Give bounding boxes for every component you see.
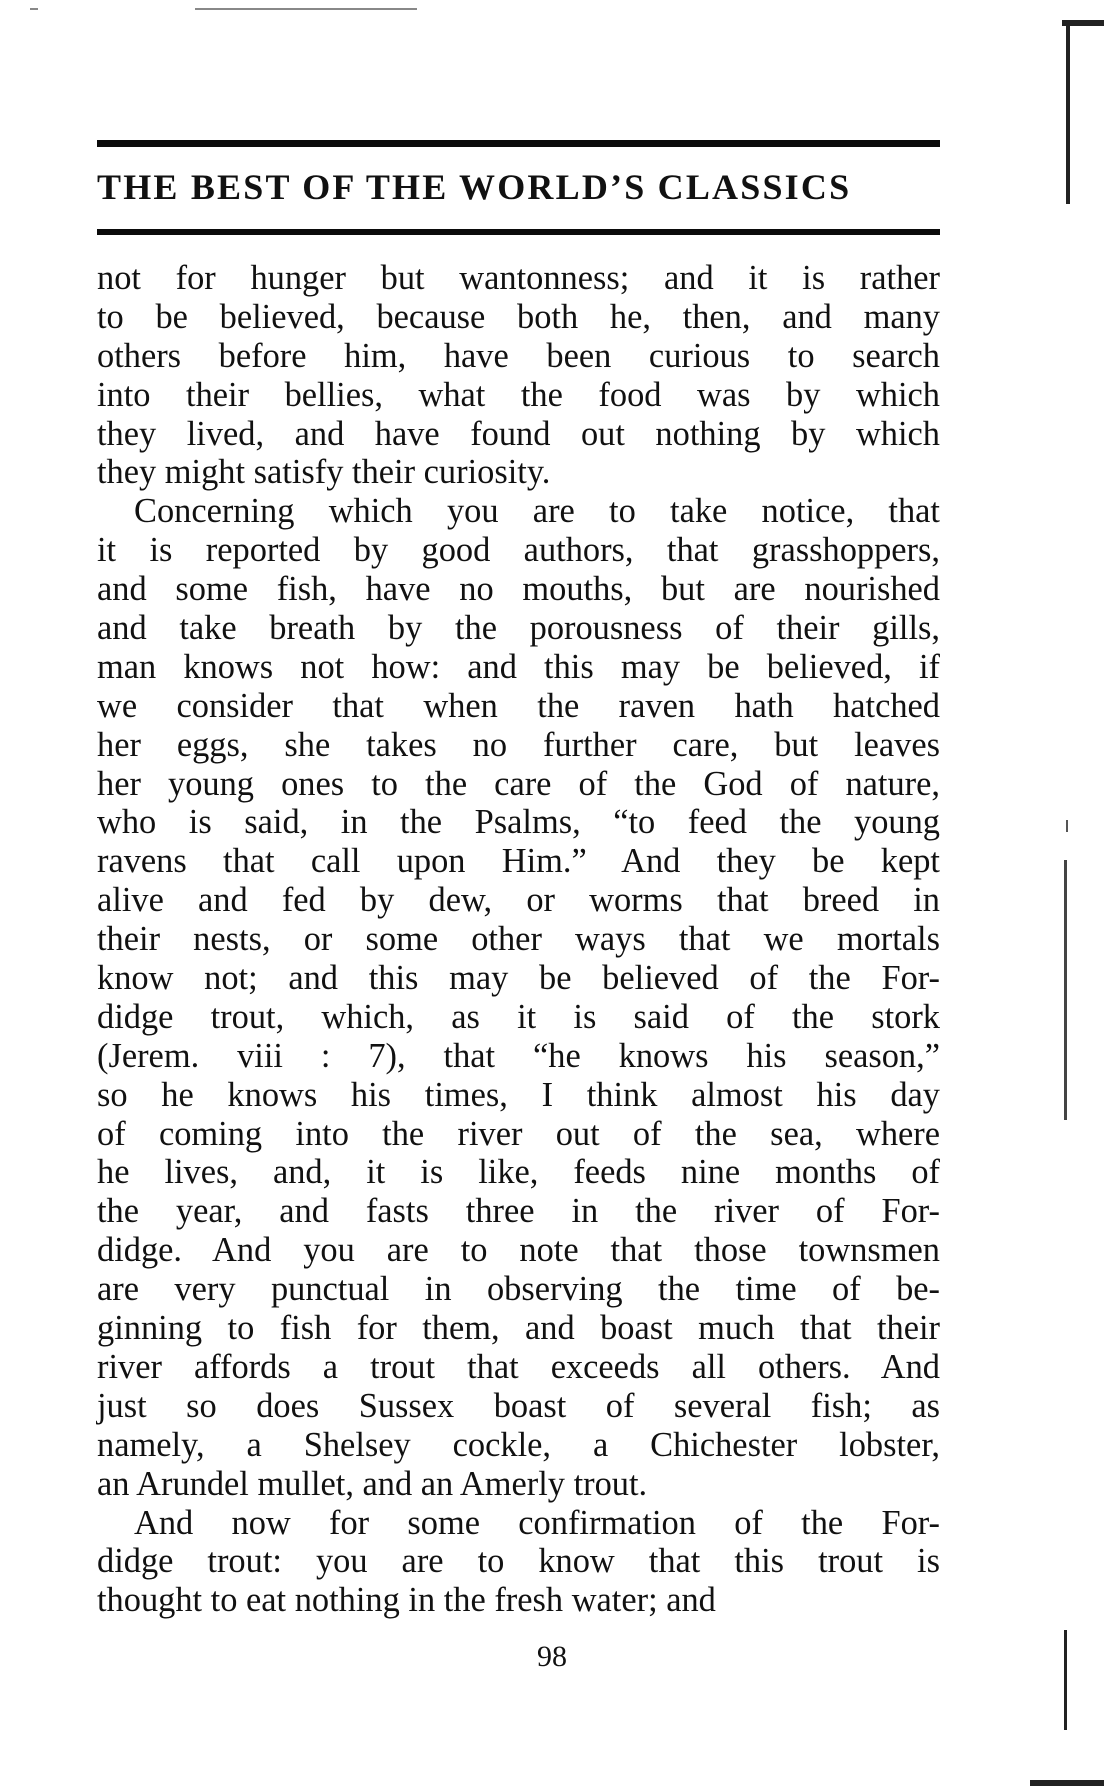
text-line: to be believed, because both he, then, and many xyxy=(97,297,940,336)
text-line: know not; and this may be believed of the For- xyxy=(97,959,940,998)
text-line: not for hunger but wantonness; and it is rather xyxy=(97,259,940,297)
scan-line xyxy=(195,8,417,10)
text-line: And now for some confirmation of the For- xyxy=(134,1503,940,1542)
scan-edge-mark xyxy=(1030,1780,1104,1786)
header-rule-bottom xyxy=(97,229,940,235)
text-line: into their bellies, what the food was by which xyxy=(97,375,940,414)
text-line: river affords a trout that exceeds all others. And xyxy=(97,1347,940,1386)
text-line: he lives, and, it is like, feeds nine months of xyxy=(97,1153,940,1192)
text-line: ravens that call upon Him.” And they be kept xyxy=(97,842,940,881)
text-line: ginning to fish for them, and boast much that their xyxy=(97,1309,940,1348)
text-line: her young ones to the care of the God of nature, xyxy=(97,764,940,803)
paragraph xyxy=(97,1504,940,1621)
text-line: (Jerem. viii : 7), that “he knows his season,” xyxy=(97,1036,940,1075)
text-line: didge. And you are to note that those townsmen xyxy=(97,1231,940,1270)
paragraph xyxy=(97,492,940,1503)
text-line: so he knows his times, I think almost his day xyxy=(97,1075,940,1114)
running-head: THE BEST OF THE WORLD’S CLASSICS xyxy=(97,167,852,207)
text-line: didge trout: you are to know that this trout is xyxy=(97,1542,940,1581)
body-text xyxy=(97,259,940,1620)
text-line: it is reported by good authors, that grasshoppers, xyxy=(97,531,940,570)
text-line: are very punctual in observing the time of be- xyxy=(97,1270,940,1309)
text-line: who is said, in the Psalms, “to feed the young xyxy=(97,803,940,842)
scan-mark xyxy=(30,8,38,10)
text-line: an Arundel mullet, and an Amerly trout. xyxy=(97,1464,648,1503)
header-rule-top xyxy=(97,140,940,147)
text-line: others before him, have been curious to search xyxy=(97,336,940,375)
text-line: thought to eat nothing in the fresh water; and xyxy=(97,1581,716,1620)
text-line: didge trout, which, as it is said of the stork xyxy=(97,997,940,1036)
text-line: the year, and fasts three in the river of For- xyxy=(97,1192,940,1231)
scan-edge-mark xyxy=(1064,1630,1067,1730)
text-line: we consider that when the raven hath hatched xyxy=(97,686,940,725)
text-line: and some fish, have no mouths, but are nourished xyxy=(97,570,940,609)
paragraph xyxy=(97,259,940,492)
text-line: of coming into the river out of the sea, where xyxy=(97,1114,940,1153)
text-line: their nests, or some other ways that we mortals xyxy=(97,920,940,959)
scan-edge-mark xyxy=(1064,860,1067,1120)
text-line: just so does Sussex boast of several fish; as xyxy=(97,1386,940,1425)
scan-edge-mark xyxy=(1066,24,1070,204)
text-line: and take breath by the porousness of their gills, xyxy=(97,609,940,648)
text-line: man knows not how: and this may be believed, if xyxy=(97,647,940,686)
text-line: they lived, and have found out nothing by which xyxy=(97,414,940,453)
text-line: alive and fed by dew, or worms that breed in xyxy=(97,881,940,920)
text-line: namely, a Shelsey cockle, a Chichester lobster, xyxy=(97,1425,940,1464)
page-number: 98 xyxy=(537,1640,567,1673)
text-line: they might satisfy their curiosity. xyxy=(97,453,551,492)
text-line: her eggs, she takes no further care, but leaves xyxy=(97,725,940,764)
text-line: Concerning which you are to take notice, that xyxy=(134,492,940,531)
scan-edge-mark xyxy=(1066,820,1068,832)
